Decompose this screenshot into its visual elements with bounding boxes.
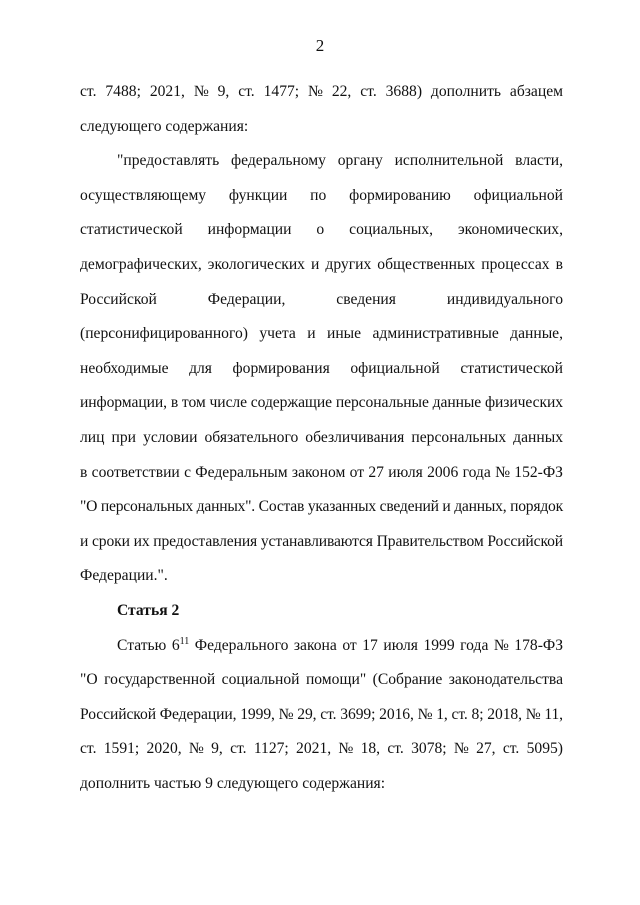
paragraph-quoted-provision [80, 144, 563, 594]
text-line: Федерации.". [80, 567, 168, 585]
text-line: статистической информации о социальных, экономических, [80, 221, 563, 239]
paragraph-article-2 [80, 629, 563, 802]
text-line: демографических, экологических и других общественных процессах в [80, 255, 563, 273]
text-line: дополнить частью 9 следующего содержания: [80, 774, 386, 792]
text-fragment: Статью 6 [117, 636, 180, 654]
text-line: ст. 1591; 2020, № 9, ст. 1127; 2021, № 18, ст. 3078; № 27, ст. 5095) [80, 740, 563, 758]
text-fragment: Федерального закона от 17 июля 1999 года № 178-ФЗ [189, 636, 564, 654]
text-line: и сроки их предоставления устанавливаются Правительством Российской [80, 532, 564, 550]
text-line: в соответствии с Федеральным законом от 27 июля 2006 года № 152-ФЗ [80, 463, 563, 481]
superscript-number: 11 [179, 635, 190, 647]
text-line: необходимые для формирования официальной статистической [80, 359, 563, 377]
text-line: Российской Федерации, 1999, № 29, ст. 3699; 2016, № 1, ст. 8; 2018, № 11, [80, 705, 563, 723]
page-number: 2 [315, 36, 325, 55]
text-line: Российской Федерации, сведения индивидуального [80, 290, 563, 308]
paragraph-amendment-intro [80, 75, 563, 144]
text-line: осуществляющему функции по формированию официальной [80, 186, 563, 204]
text-line: "О государственной социальной помощи" (Собрание законодательства [80, 671, 563, 689]
text-line: (персонифицированного) учета и иные административные данные, [80, 325, 563, 343]
text-line: "О персональных данных". Состав указанных сведений и данных, порядок [80, 498, 563, 516]
text-line: "предоставлять федеральному органу исполнительной власти, [117, 152, 563, 170]
article-heading: Статья 2 [117, 601, 180, 619]
text-line: информации, в том числе содержащие персональные данные физических [80, 394, 563, 412]
text-line: следующего содержания: [80, 117, 249, 135]
document-body [80, 75, 563, 801]
text-line [80, 629, 563, 664]
text-line: лиц при условии обязательного обезличивания персональных данных [80, 428, 563, 446]
text-line: ст. 7488; 2021, № 9, ст. 1477; № 22, ст. 3688) дополнить абзацем [80, 83, 563, 100]
